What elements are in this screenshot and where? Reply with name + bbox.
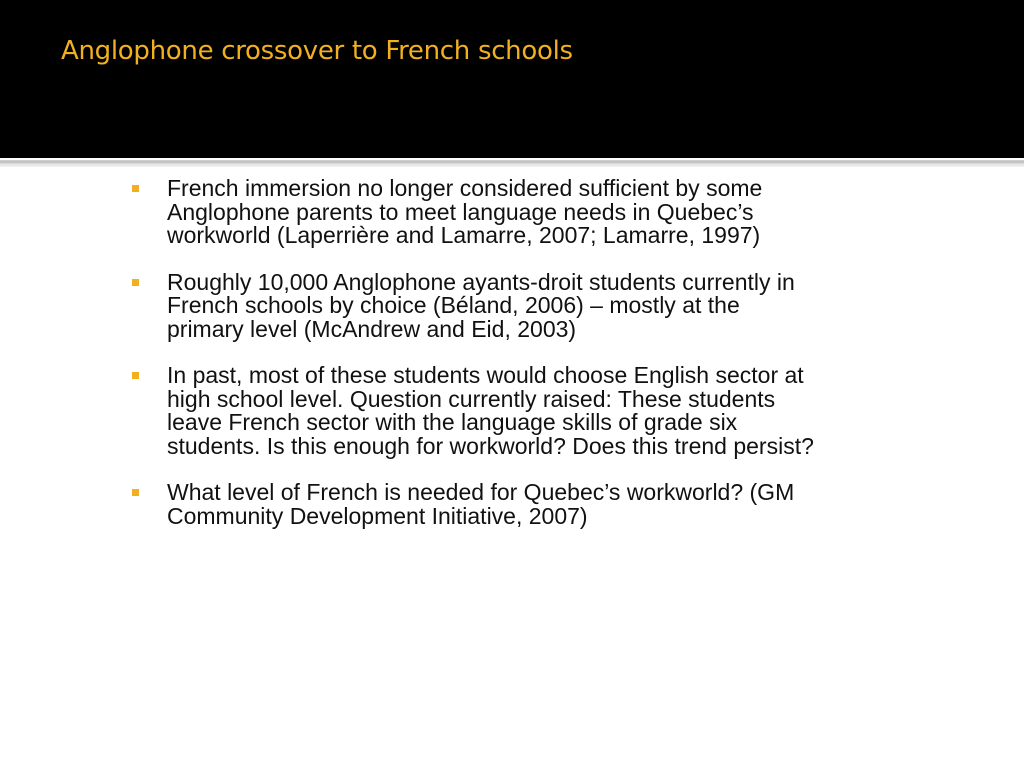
- bullet-item: [130, 481, 990, 528]
- header-divider: [0, 160, 1024, 167]
- square-bullet-icon: [132, 372, 139, 379]
- square-bullet-icon: [132, 489, 139, 496]
- square-bullet-icon: [132, 185, 139, 192]
- bullet-text-line: high school level. Question currently raised: These students: [167, 385, 776, 412]
- bullet-text-line: Community Development Initiative, 2007): [167, 502, 588, 529]
- bullet-text-line: French schools by choice (Béland, 2006) – mostly at the: [167, 292, 740, 318]
- bullet-list: [130, 177, 990, 551]
- bullet-text-line: In past, most of these students would choose English sector at: [167, 362, 804, 388]
- bullet-item: [130, 268, 990, 342]
- bullet-text-line: students. Is this enough for workworld? Does this trend persist?: [167, 432, 814, 459]
- title-header-band: [0, 0, 1024, 158]
- bullet-text-line: primary level (McAndrew and Eid, 2003): [167, 315, 577, 342]
- bullet-text-line: What level of French is needed for Quebec’s workworld? (GM: [167, 479, 795, 505]
- bullet-text-line: French immersion no longer considered sufficient by some: [167, 175, 763, 201]
- slide-title: Anglophone crossover to French schools: [61, 36, 573, 66]
- bullet-item: [130, 364, 990, 458]
- bullet-item: [130, 177, 990, 248]
- square-bullet-icon: [132, 279, 139, 286]
- bullet-text-line: Anglophone parents to meet language needs in Quebec’s: [167, 198, 754, 225]
- bullet-text-line: workworld (Laperrière and Lamarre, 2007; Lamarre, 1997): [167, 222, 761, 248]
- bullet-text-line: Roughly 10,000 Anglophone ayants-droit students currently in: [167, 268, 795, 295]
- bullet-text-line: leave French sector with the language skills of grade six: [167, 409, 738, 435]
